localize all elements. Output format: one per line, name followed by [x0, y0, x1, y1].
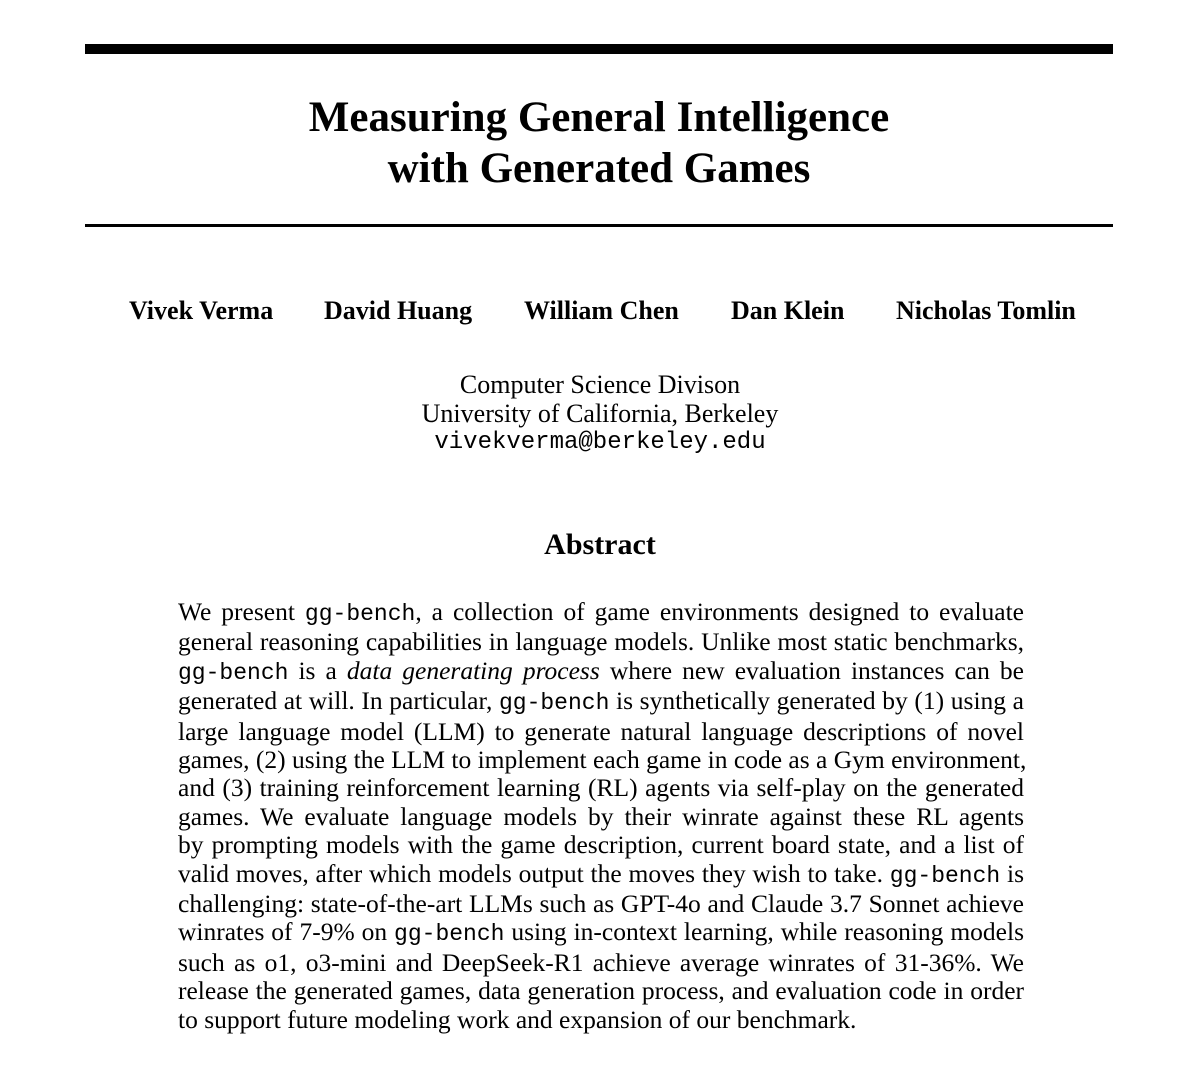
abstract-line	[178, 860, 1024, 890]
code-term: gg-bench	[394, 921, 505, 948]
author-name: Vivek Verma	[129, 296, 274, 325]
abstract-line	[178, 831, 1024, 859]
code-term: gg-bench	[889, 862, 1001, 889]
emphasis-text: data generating process	[346, 655, 600, 685]
abstract-body	[178, 597, 1027, 1034]
abstract-text: winrates of 7-9% on	[178, 917, 395, 947]
code-term: gg-bench	[498, 690, 610, 717]
abstract-line	[178, 918, 1024, 948]
title-top-rule	[85, 44, 1113, 54]
author-name: Dan Klein	[731, 296, 845, 325]
affiliation-department: Computer Science Divison	[459, 370, 741, 399]
title-bottom-rule	[85, 224, 1113, 227]
abstract-text: to support future modeling work and expansion of our benchmark.	[178, 1004, 857, 1034]
abstract-text: such as o1, o3-mini and DeepSeek-R1 achieve average winrates of 31-36%. We	[178, 947, 1024, 977]
abstract-line	[178, 687, 1024, 717]
author-email: vivekverma@berkeley.edu	[434, 429, 766, 456]
abstract-line	[178, 890, 1024, 918]
abstract-line	[178, 745, 1027, 775]
author-name: William Chen	[524, 296, 679, 325]
affiliation	[0, 370, 1200, 457]
abstract-line	[178, 598, 1024, 628]
abstract-text: and (3) training reinforcement learning (RL) agents via self-play on the generated	[178, 773, 1024, 803]
abstract-heading: Abstract	[544, 528, 656, 561]
abstract-text: is synthetically generated by (1) using a	[609, 686, 1024, 716]
paper-title	[85, 92, 1113, 194]
abstract-text: using in-context learning, while reasoning models	[504, 917, 1024, 947]
abstract-text: general reasoning capabilities in language models. Unlike most static benchmarks,	[178, 627, 1024, 657]
abstract-line	[178, 657, 1024, 687]
abstract-text: games, (2) using the LLM to implement each game in code as a Gym environment,	[178, 745, 1027, 775]
abstract-line	[178, 949, 1024, 977]
abstract-text: is a	[288, 655, 347, 685]
abstract-line	[178, 1006, 1024, 1034]
code-term: gg-bench	[304, 601, 416, 627]
abstract-line	[178, 718, 1024, 746]
abstract-text: games. We evaluate language models by their winrate against these RL agents	[178, 801, 1024, 831]
title-line-1: Measuring General Intelligence	[308, 94, 890, 141]
abstract-text: generated at will. In particular,	[178, 686, 499, 716]
abstract-text: is	[1000, 858, 1025, 888]
abstract-line	[178, 628, 1024, 656]
abstract-line	[178, 803, 1024, 831]
author-name: Nicholas Tomlin	[896, 296, 1076, 325]
abstract-text: by prompting models with the game description, current board state, and a list of	[178, 830, 1024, 860]
abstract-text: We present	[178, 597, 305, 626]
abstract-line	[178, 774, 1024, 802]
title-line-2: with Generated Games	[387, 145, 811, 192]
abstract-text: challenging: state-of-the-art LLMs such as GPT-4o and Claude 3.7 Sonnet achieve	[178, 889, 1024, 919]
abstract-text: release the generated games, data generation process, and evaluation code in order	[178, 976, 1024, 1006]
abstract-text: where new evaluation instances can be	[599, 655, 1024, 685]
author-name: David Huang	[324, 296, 473, 325]
abstract-line	[178, 977, 1024, 1005]
abstract-text: large language model (LLM) to generate natural language descriptions of novel	[178, 716, 1024, 746]
abstract-text: , a collection of game environments designed to evaluate	[415, 597, 1024, 626]
affiliation-university: University of California, Berkeley	[421, 399, 779, 428]
code-term: gg-bench	[178, 659, 289, 686]
abstract-text: valid moves, after which models output the moves they wish to take.	[178, 858, 890, 888]
author-list	[0, 296, 1200, 330]
